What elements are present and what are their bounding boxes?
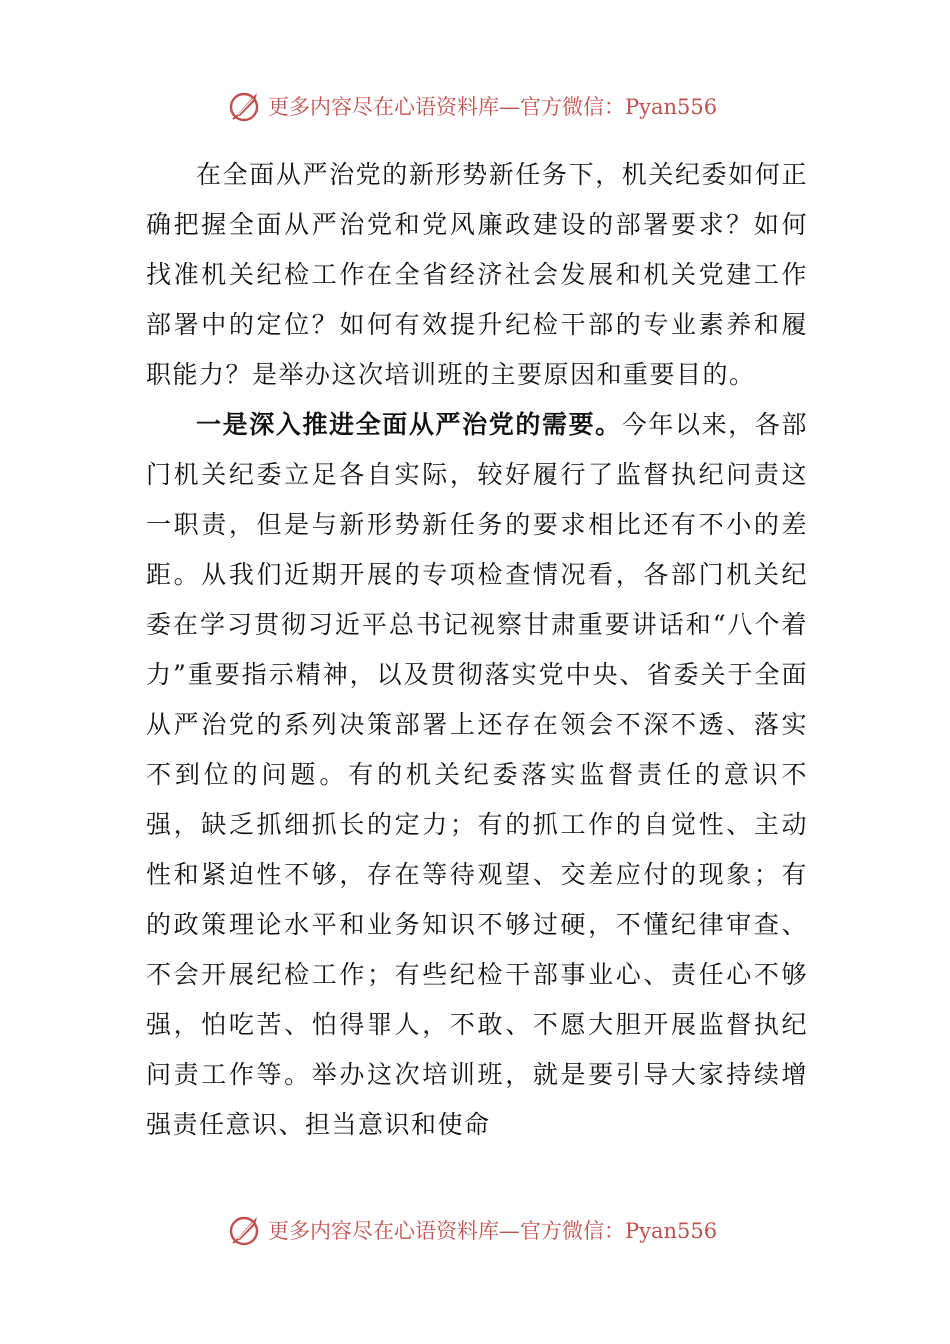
paragraph-text: 今年以来，各部门机关纪委立足各自实际，较好履行了监督执纪问责这一职责，但是与新形势新任务的要求相比还有不小的差距。从我们近期开展的专项检查情况看，各部门机关纪委在学习贯彻习近平总书记视察甘肃重要讲话和“八个着力”重要指示精神，以及贯彻落实党中央、省委关于全面从严治党的系列决策部署上还存在领会不深不透、落实不到位的问题。有的机关纪委落实监督责任的意识不强，缺乏抓细抓长的定力；有的抓工作的自觉性、主动性和紧迫性不够，存在等待观望、交差应付的现象；有的政策理论水平和业务知识不够过硬，不懂纪律审查、不会开展纪检工作；有些纪检干部事业心、责任心不够强，怕吃苦、怕得罪人，不敢、不愿大胆开展监督执纪问责工作等。举办这次培训班，就是要引导大家持续增强责任意识、担当意识和使命 — [146, 410, 808, 1139]
document-body — [146, 150, 808, 1150]
paragraph-text: 在全面从严治党的新形势新任务下，机关纪委如何正确把握全面从严治党和党风廉政建设的部署要求？如何找准机关纪检工作在全省经济社会发展和机关党建工作部署中的定位？如何有效提升纪检干部的专业素养和履职能力？是举办这次培训班的主要原因和重要目的。 — [146, 160, 808, 389]
watermark-text: 更多内容尽在心语资料库—官方微信：Pyan556 — [268, 1219, 718, 1243]
paragraph-intro — [146, 150, 808, 400]
paragraph-lead-heading: 一是深入推进全面从严治党的需要。 — [196, 410, 622, 439]
quill-logo-icon — [228, 88, 264, 124]
header-watermark — [228, 86, 748, 126]
watermark-text: 更多内容尽在心语资料库—官方微信：Pyan556 — [268, 95, 718, 119]
footer-watermark — [228, 1210, 748, 1250]
paragraph-point-one — [146, 400, 808, 1150]
quill-logo-icon — [228, 1212, 264, 1248]
